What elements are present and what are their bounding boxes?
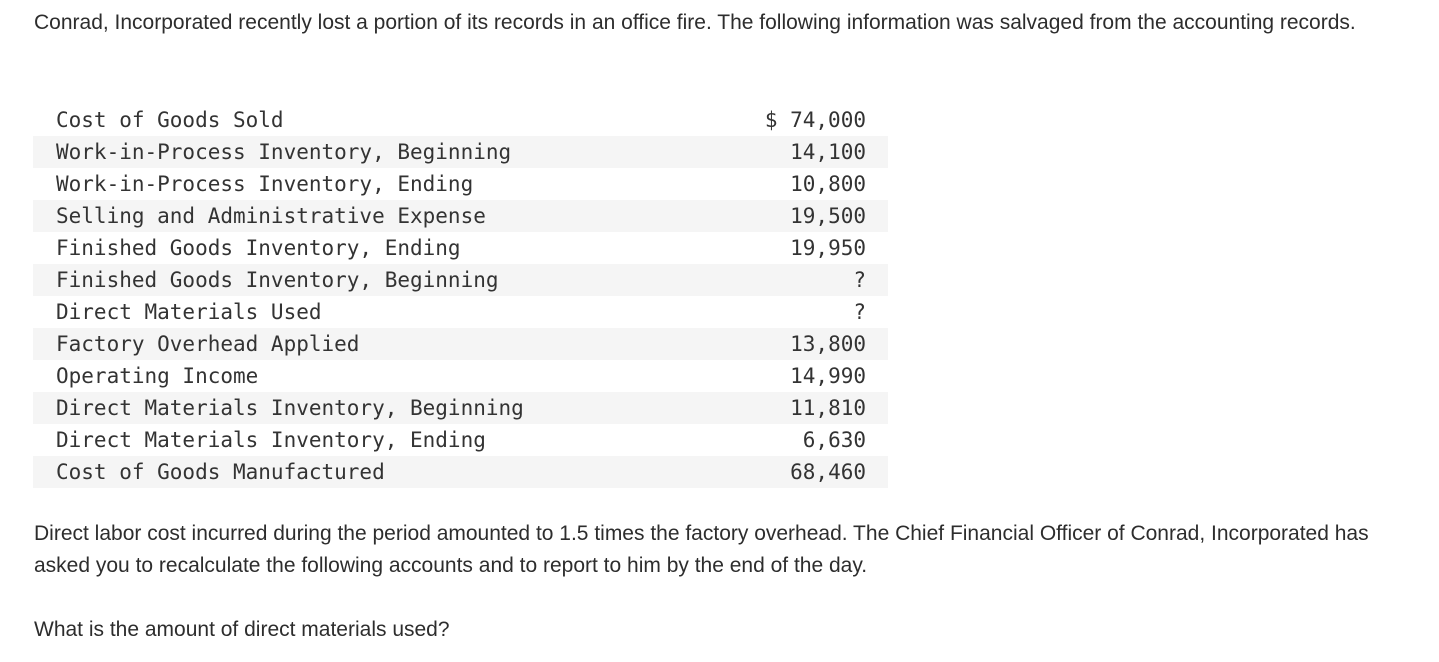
record-value: 13,800 [790, 332, 866, 356]
record-value: 11,810 [790, 396, 866, 420]
table-row [33, 136, 888, 168]
record-label: Work-in-Process Inventory, Ending [56, 172, 474, 196]
record-value: 6,630 [802, 428, 866, 452]
record-label: Selling and Administrative Expense [56, 204, 486, 228]
table-row [33, 168, 888, 200]
record-label: Factory Overhead Applied [56, 332, 360, 356]
table-row [33, 328, 888, 360]
record-label: Operating Income [56, 364, 259, 388]
record-label: Finished Goods Inventory, Ending [56, 236, 461, 260]
table-row [33, 392, 888, 424]
record-value: 14,100 [790, 140, 866, 164]
record-value: 10,800 [790, 172, 866, 196]
record-label: Finished Goods Inventory, Beginning [56, 268, 499, 292]
table-row [33, 456, 888, 488]
record-value: ? [853, 300, 866, 324]
records-table [33, 104, 888, 488]
record-label: Work-in-Process Inventory, Beginning [56, 140, 512, 164]
record-label: Cost of Goods Manufactured [56, 460, 385, 484]
table-row [33, 104, 888, 136]
record-label: Direct Materials Used [56, 300, 322, 324]
record-label: Direct Materials Inventory, Beginning [56, 396, 524, 420]
record-value: $ 74,000 [764, 108, 866, 132]
record-value: 19,950 [790, 236, 866, 260]
table-row [33, 232, 888, 264]
record-label: Direct Materials Inventory, Ending [56, 428, 486, 452]
record-value: 68,460 [790, 460, 866, 484]
record-value: 19,500 [790, 204, 866, 228]
table-row [33, 200, 888, 232]
table-row [33, 264, 888, 296]
problem-intro: Conrad, Incorporated recently lost a portion of its records in an office fire. The following information was salvaged from the accounting records. [34, 11, 1356, 34]
record-label: Cost of Goods Sold [56, 108, 284, 132]
problem-context: Direct labor cost incurred during the period amounted to 1.5 times the factory overhead. The Chief Financial Officer of Conrad, Incorporated has asked you to recalculate the following accounts and to report to him by the end of the day. [34, 522, 1369, 577]
problem-question: What is the amount of direct materials used? [34, 618, 450, 641]
table-row [33, 296, 888, 328]
table-row [33, 360, 888, 392]
record-value: 14,990 [790, 364, 866, 388]
table-row [33, 424, 888, 456]
record-value: ? [853, 268, 866, 292]
